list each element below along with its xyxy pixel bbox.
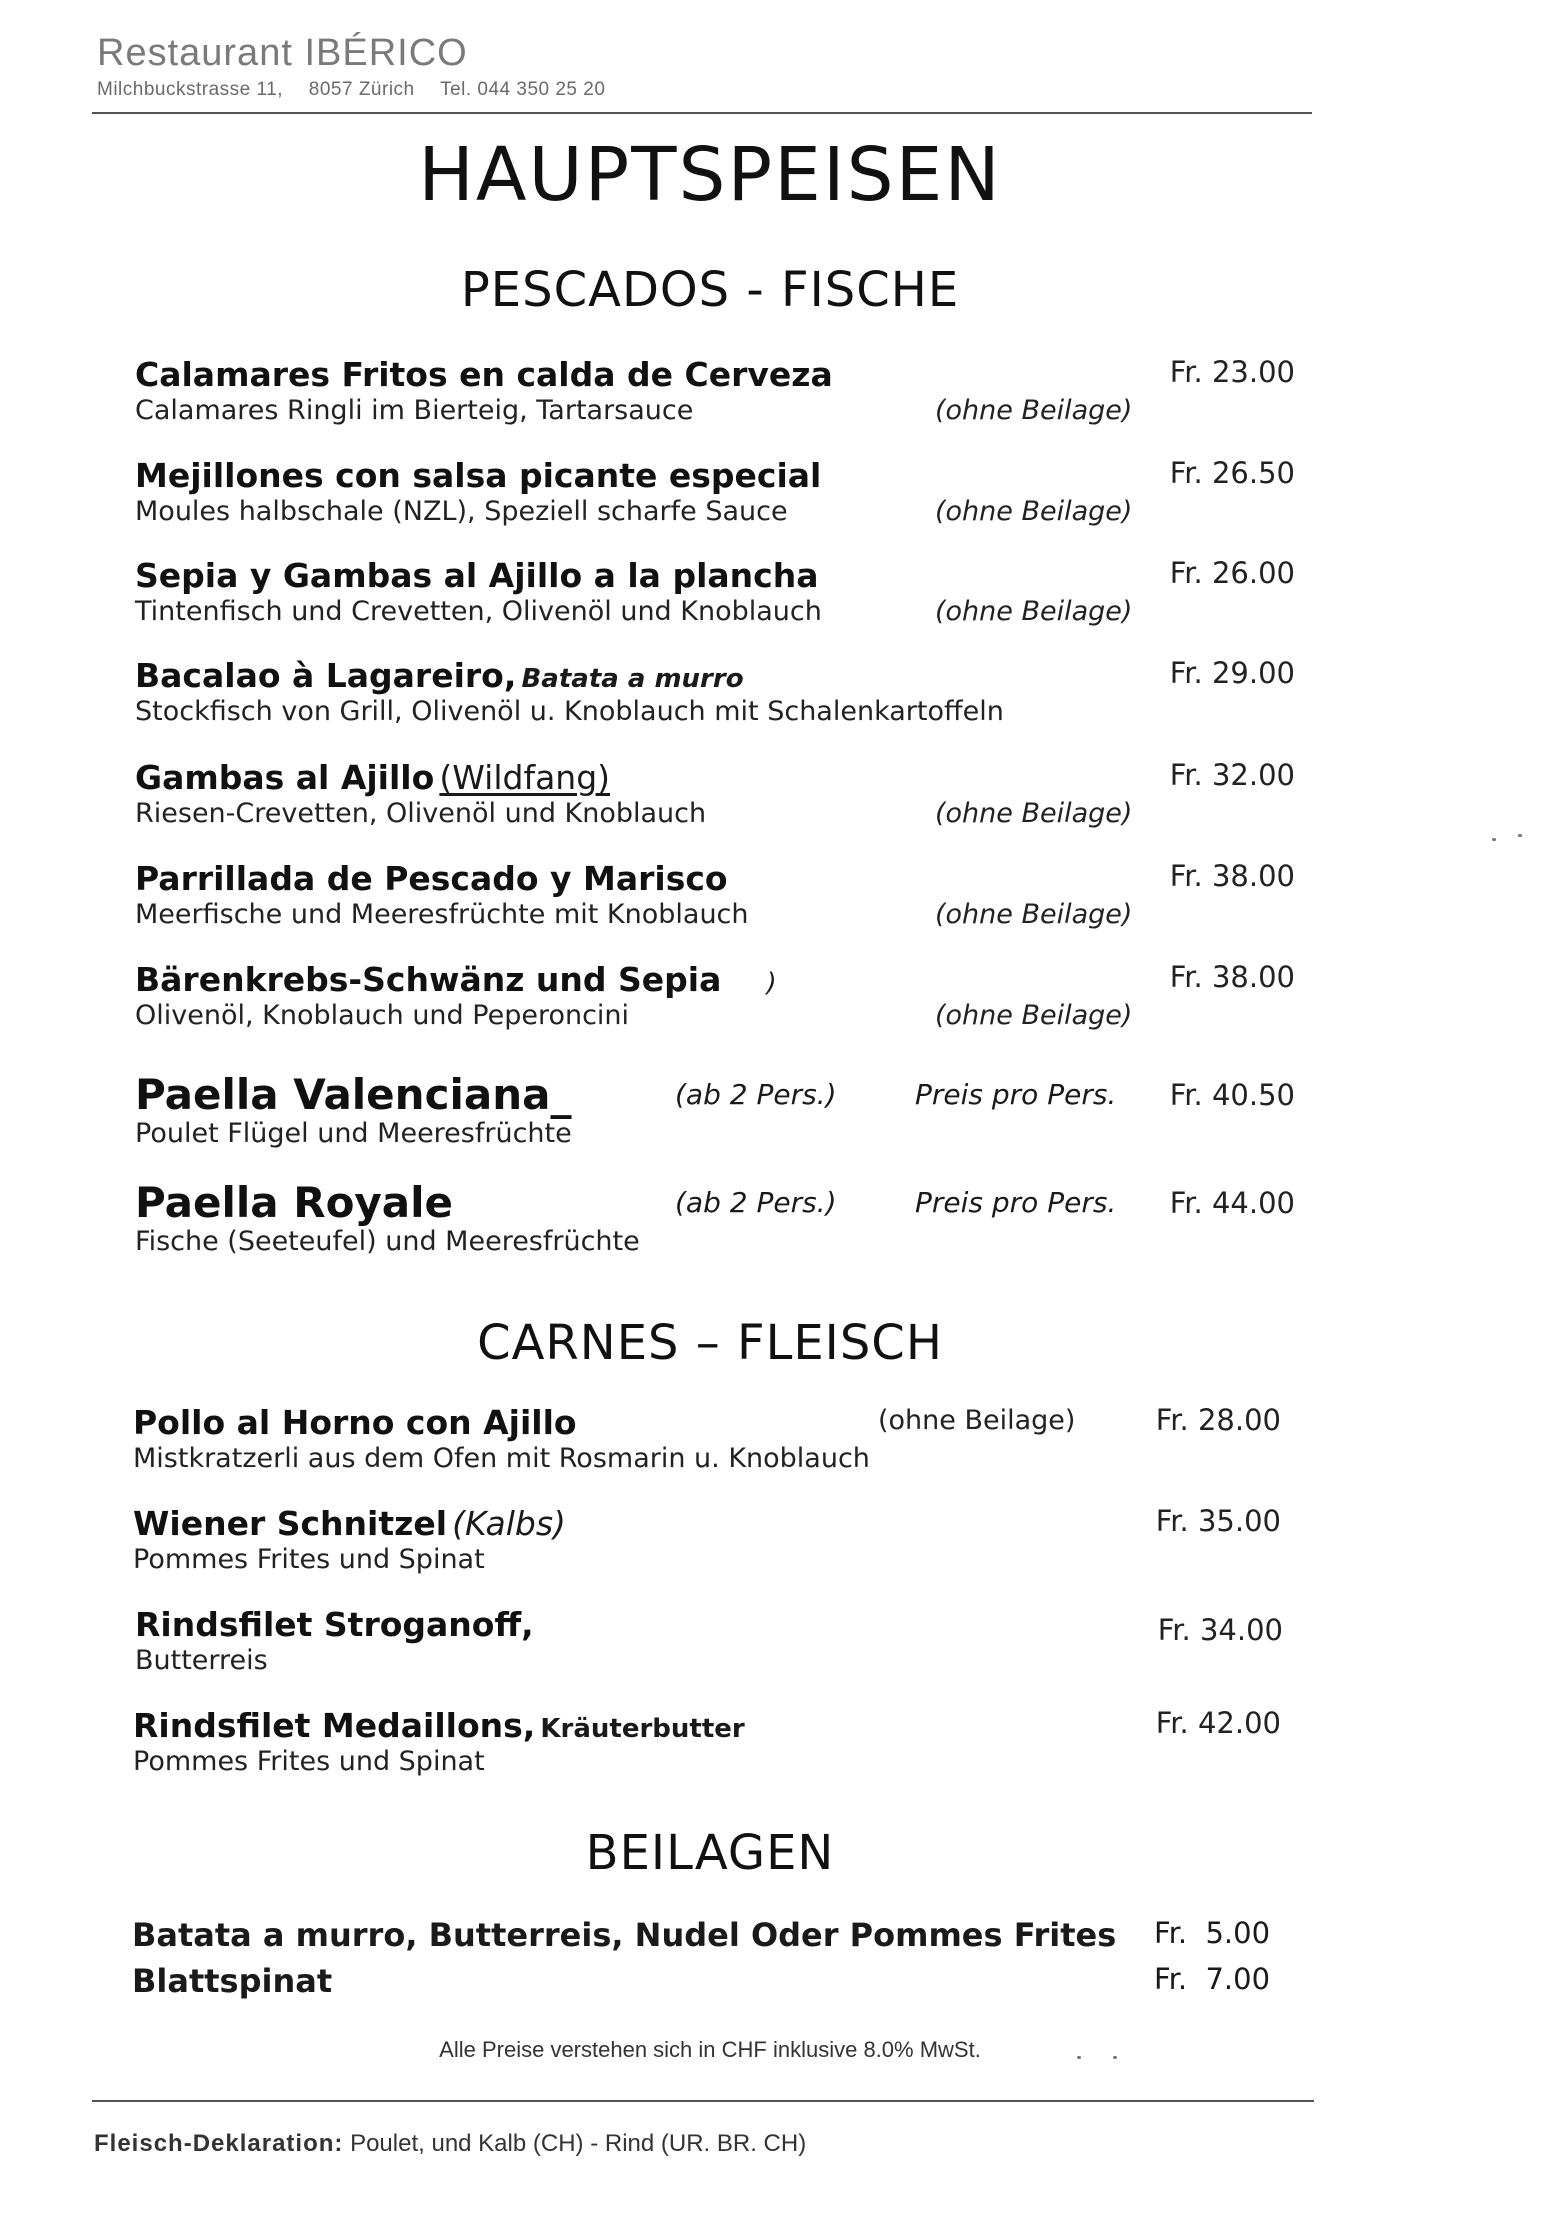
item-name: Paella Valenciana_ [135, 1070, 572, 1119]
page-title: HAUPTSPEISEN [418, 132, 1002, 218]
item-price: Fr. 29.00 [1169, 656, 1295, 690]
item-subtitle: Batata a murro [521, 664, 744, 694]
header-divider [92, 112, 1312, 114]
item-description: Moules halbschale (NZL), Speziell scharfe Sauce [135, 496, 788, 527]
item-price: Fr. 35.00 [1155, 1504, 1281, 1538]
scan-speck [1518, 834, 1522, 837]
item-name: Pollo al Horno con Ajillo [133, 1403, 577, 1442]
menu-item [135, 656, 1295, 736]
item-price: Fr. 40.50 [1169, 1078, 1295, 1112]
item-description: Pommes Frites und Spinat [133, 1544, 485, 1575]
item-price: Fr. 28.00 [1155, 1403, 1281, 1437]
menu-item [133, 1706, 1293, 1786]
side-name: Batata a murro, Butterreis, Nudel Oder Pommes Frites [132, 1916, 1117, 1954]
address-phone: Tel. 044 350 25 20 [440, 79, 606, 100]
item-description: Stockfisch von Grill, Olivenöl u. Knoblauch mit Schalenkartoffeln [135, 696, 1004, 727]
restaurant-address [97, 79, 625, 101]
item-name: Rindsfilet Medaillons, [133, 1706, 536, 1745]
address-street: Milchbuckstrasse 11, [97, 79, 283, 100]
item-note: (ohne Beilage) [878, 1405, 1076, 1436]
item-price: Fr. 32.00 [1169, 758, 1295, 792]
item-subtitle: (Wildfang) [439, 758, 611, 797]
declaration-label: Fleisch-Deklaration: [94, 2130, 344, 2157]
item-name: Mejillones con salsa picante especial [135, 456, 822, 495]
menu-item [135, 758, 1295, 838]
section-title-fish: PESCADOS - FISCHE [460, 262, 960, 318]
item-note: (ohne Beilage) [935, 596, 1133, 627]
item-note: (ohne Beilage) [935, 899, 1133, 930]
menu-item [135, 456, 1295, 536]
item-name: Parrillada de Pescado y Marisco [135, 859, 728, 898]
side-price: Fr. 7.00 [1154, 1962, 1271, 1996]
item-name: Gambas al Ajillo [135, 758, 435, 797]
item-description: Poulet Flügel und Meeresfrüchte [135, 1118, 572, 1149]
address-city: 8057 Zürich [308, 79, 415, 100]
item-price: Fr. 34.00 [1157, 1613, 1283, 1647]
menu-item [135, 859, 1295, 939]
menu-item [135, 556, 1295, 636]
item-name: Bacalao à Lagareiro, [135, 656, 517, 695]
menu-item-paella [135, 1178, 1295, 1258]
item-name: Paella Royale [135, 1178, 454, 1227]
item-price: Fr. 38.00 [1169, 960, 1295, 994]
item-subtitle: (Kalbs) [452, 1504, 566, 1543]
side-item [132, 1962, 1297, 2006]
item-description: Tintenfisch und Crevetten, Olivenöl und Knoblauch [135, 596, 822, 627]
item-persons: (ab 2 Pers.) [675, 1078, 837, 1111]
item-price: Fr. 26.50 [1169, 456, 1295, 490]
item-description: Pommes Frites und Spinat [133, 1746, 485, 1777]
item-name: Rindsfilet Stroganoff, [135, 1605, 534, 1644]
item-persons: (ab 2 Pers.) [675, 1186, 837, 1219]
footer-divider [92, 2100, 1314, 2102]
side-item [132, 1916, 1297, 1960]
item-note: (ohne Beilage) [935, 395, 1133, 426]
item-price: Fr. 23.00 [1169, 355, 1295, 389]
item-name: Bärenkrebs-Schwänz und Sepia [135, 960, 722, 999]
declaration-text: Poulet, und Kalb (CH) - Rind (UR. BR. CH) [350, 2130, 807, 2157]
item-name: Sepia y Gambas al Ajillo a la plancha [135, 556, 819, 595]
item-price-note: Preis pro Pers. [915, 1078, 1117, 1111]
section-title-meat: CARNES – FLEISCH [477, 1315, 943, 1371]
item-subtitle: ) [766, 968, 777, 998]
menu-item [135, 960, 1295, 1040]
menu-item-paella [135, 1070, 1295, 1150]
item-description: Olivenöl, Knoblauch und Peperoncini [135, 1000, 630, 1031]
meat-declaration [94, 2130, 806, 2158]
item-price: Fr. 44.00 [1169, 1186, 1295, 1220]
item-description: Calamares Ringli im Bierteig, Tartarsauce [135, 395, 694, 426]
item-price: Fr. 26.00 [1169, 556, 1295, 590]
scan-speck [1077, 2056, 1081, 2059]
side-price: Fr. 5.00 [1154, 1916, 1271, 1950]
item-note: (ohne Beilage) [935, 798, 1133, 829]
item-description: Butterreis [135, 1645, 268, 1676]
item-price: Fr. 42.00 [1155, 1706, 1281, 1740]
menu-item [135, 1605, 1295, 1685]
section-title-sides: BEILAGEN [585, 1825, 835, 1881]
item-price-note: Preis pro Pers. [915, 1186, 1117, 1219]
item-description: Mistkratzerli aus dem Ofen mit Rosmarin u. Knoblauch [133, 1443, 870, 1474]
item-note: (ohne Beilage) [935, 496, 1133, 527]
item-note: (ohne Beilage) [935, 1000, 1133, 1031]
side-name: Blattspinat [132, 1962, 333, 2000]
item-subtitle: Kräuterbutter [540, 1714, 745, 1744]
price-footnote: Alle Preise verstehen sich in CHF inklusive 8.0% MwSt. [439, 2037, 981, 2062]
menu-item [135, 355, 1295, 435]
menu-item [133, 1504, 1293, 1584]
menu-item [133, 1403, 1293, 1483]
scan-speck [1492, 838, 1496, 841]
item-price: Fr. 38.00 [1169, 859, 1295, 893]
item-name: Calamares Fritos en calda de Cerveza [135, 355, 833, 394]
item-description: Riesen-Crevetten, Olivenöl und Knoblauch [135, 798, 707, 829]
restaurant-name: Restaurant IBÉRICO [97, 32, 468, 74]
restaurant-header [97, 32, 625, 101]
item-description: Meerfische und Meeresfrüchte mit Knoblauch [135, 899, 749, 930]
scan-speck [1113, 2056, 1117, 2059]
item-name: Wiener Schnitzel [133, 1504, 448, 1543]
item-description: Fische (Seeteufel) und Meeresfrüchte [135, 1226, 640, 1257]
